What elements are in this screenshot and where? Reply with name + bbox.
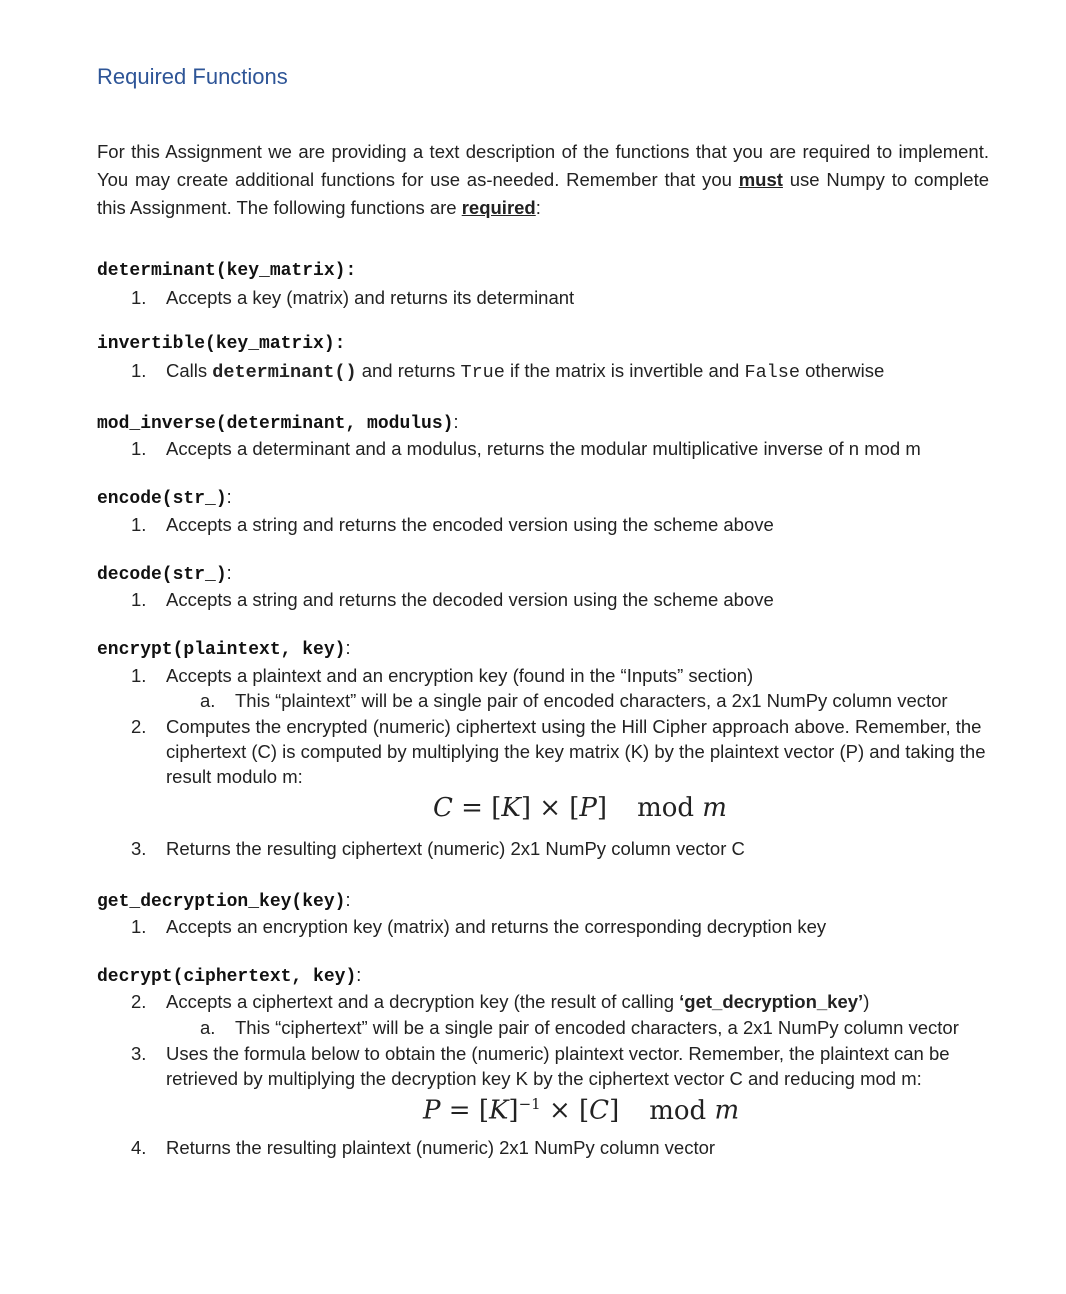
list-text (166, 358, 991, 385)
inline-code-false: False (744, 362, 800, 383)
list-number: 3. (131, 838, 147, 859)
list-item (131, 436, 991, 461)
list-text-part: if the matrix is invertible and (504, 360, 745, 381)
list-text-part: Accepts a ciphertext and a decryption key (the result of calling (166, 991, 680, 1012)
intro-required-emphasis: required (461, 197, 536, 218)
function-signature-encrypt (97, 638, 350, 660)
function-signature-decrypt (97, 965, 361, 987)
formula-lhs: P (423, 1095, 441, 1126)
inline-function-name: ‘get_decryption_key’ (679, 991, 864, 1012)
signature-text: encrypt(plaintext, key) (97, 640, 346, 660)
intro-text-1: For this Assignment we are providing a text description of the functions that you are required to implement. You may create additional functions for use as-needed. Remember that you (97, 141, 989, 190)
intro-paragraph (97, 138, 989, 222)
list-number: 1. (131, 360, 147, 381)
formula-vector: C (589, 1095, 610, 1126)
function-signature-mod-inverse (97, 412, 458, 434)
intro-text-3: : (535, 197, 541, 218)
signature-text: decode(str_) (97, 565, 227, 585)
list-number: 2. (131, 716, 147, 737)
list-item (131, 1041, 991, 1091)
signature-text: encode(str_) (97, 489, 227, 509)
function-signature-determinant: determinant(key_matrix): (97, 261, 357, 281)
list-number: 4. (131, 1137, 147, 1158)
signature-text: mod_inverse(determinant, modulus) (97, 414, 454, 434)
signature-colon: : (356, 965, 362, 985)
signature-colon: : (345, 638, 351, 658)
signature-colon: : (226, 563, 232, 583)
list-item (131, 989, 991, 1014)
function-signature-decode (97, 563, 232, 585)
list-item (131, 914, 991, 939)
list-text-part: otherwise (799, 360, 885, 381)
decryption-formula: $P = [K]^{-1} \times [C]$ mod m (423, 1095, 740, 1126)
list-number: 1. (131, 589, 147, 610)
list-number: 2. (131, 991, 147, 1012)
list-text (166, 989, 991, 1014)
list-item (131, 358, 991, 385)
formula-mod: mod (649, 1095, 707, 1126)
list-letter: a. (200, 1017, 216, 1038)
list-item (131, 836, 991, 861)
formula-lhs: C (433, 793, 453, 823)
list-item (131, 714, 991, 789)
list-text: Accepts a determinant and a modulus, returns the modular multiplicative inverse of n mod m (166, 438, 921, 459)
list-text-part: and returns (356, 360, 461, 381)
list-item (131, 1135, 991, 1160)
list-text: This “ciphertext” will be a single pair of encoded characters, a 2x1 NumPy column vector (235, 1017, 959, 1038)
intro-must-emphasis: must (738, 169, 783, 190)
formula-vector: P (579, 793, 597, 823)
list-item (131, 663, 991, 688)
list-text: Returns the resulting plaintext (numeric) 2x1 NumPy column vector (166, 1137, 716, 1158)
formula-key: K (501, 793, 521, 823)
list-text: Accepts an encryption key (matrix) and returns the corresponding decryption key (166, 916, 827, 937)
list-text: Returns the resulting ciphertext (numeric) 2x1 NumPy column vector C (166, 838, 745, 859)
formula-modulus: m (702, 793, 727, 823)
intro-text-2: use Numpy to complete this Assignment. The following functions are (97, 169, 990, 218)
list-text-part: Calls (166, 360, 213, 381)
list-item (131, 285, 991, 310)
formula-mod: mod (637, 793, 695, 823)
signature-colon: : (345, 890, 351, 910)
function-signature-encode (97, 487, 232, 509)
formula-key: K (488, 1095, 509, 1126)
list-letter: a. (200, 690, 216, 711)
encryption-formula: C = [K] × [P] mod m (433, 793, 727, 823)
list-text: Uses the formula below to obtain the (numeric) plaintext vector. Remember, the plaintext can be retrieved by multiplying the decryption key K by the ciphertext vector C and reducing mod m: (166, 1043, 950, 1089)
formula-modulus: m (714, 1095, 740, 1126)
list-number: 1. (131, 514, 147, 535)
list-text: Accepts a string and returns the encoded version using the scheme above (166, 514, 774, 535)
list-text-part: ) (863, 991, 870, 1012)
list-number: 1. (131, 287, 147, 308)
list-item (131, 512, 991, 537)
sub-list-item (200, 688, 1000, 713)
list-number: 1. (131, 665, 147, 686)
list-text: Accepts a string and returns the decoded version using the scheme above (166, 589, 774, 610)
inline-code-true: True (460, 362, 505, 383)
sub-list-item (200, 1015, 1000, 1040)
signature-text: decrypt(ciphertext, key) (97, 967, 357, 987)
signature-colon: : (453, 412, 459, 432)
section-heading: Required Functions (97, 64, 288, 89)
list-text: Accepts a plaintext and an encryption key (found in the “Inputs” section) (166, 665, 754, 686)
function-signature-get-decryption-key (97, 890, 350, 912)
signature-text: get_decryption_key(key) (97, 892, 346, 912)
list-text: Accepts a key (matrix) and returns its determinant (166, 287, 575, 308)
function-signature-invertible: invertible(key_matrix): (97, 334, 346, 354)
list-text: This “plaintext” will be a single pair of encoded characters, a 2x1 NumPy column vector (235, 690, 948, 711)
list-number: 1. (131, 916, 147, 937)
list-text: Computes the encrypted (numeric) ciphertext using the Hill Cipher approach above. Remember, the ciphertext (C) is computed by multiplying the key matrix (K) by the plaintext vector (P) and taking the result modulo m: (166, 716, 986, 787)
inline-code-determinant: determinant() (212, 362, 357, 383)
signature-colon: : (226, 487, 232, 507)
list-item (131, 587, 991, 612)
formula-exponent: −1 (518, 1095, 541, 1113)
list-number: 1. (131, 438, 147, 459)
list-number: 3. (131, 1043, 147, 1064)
